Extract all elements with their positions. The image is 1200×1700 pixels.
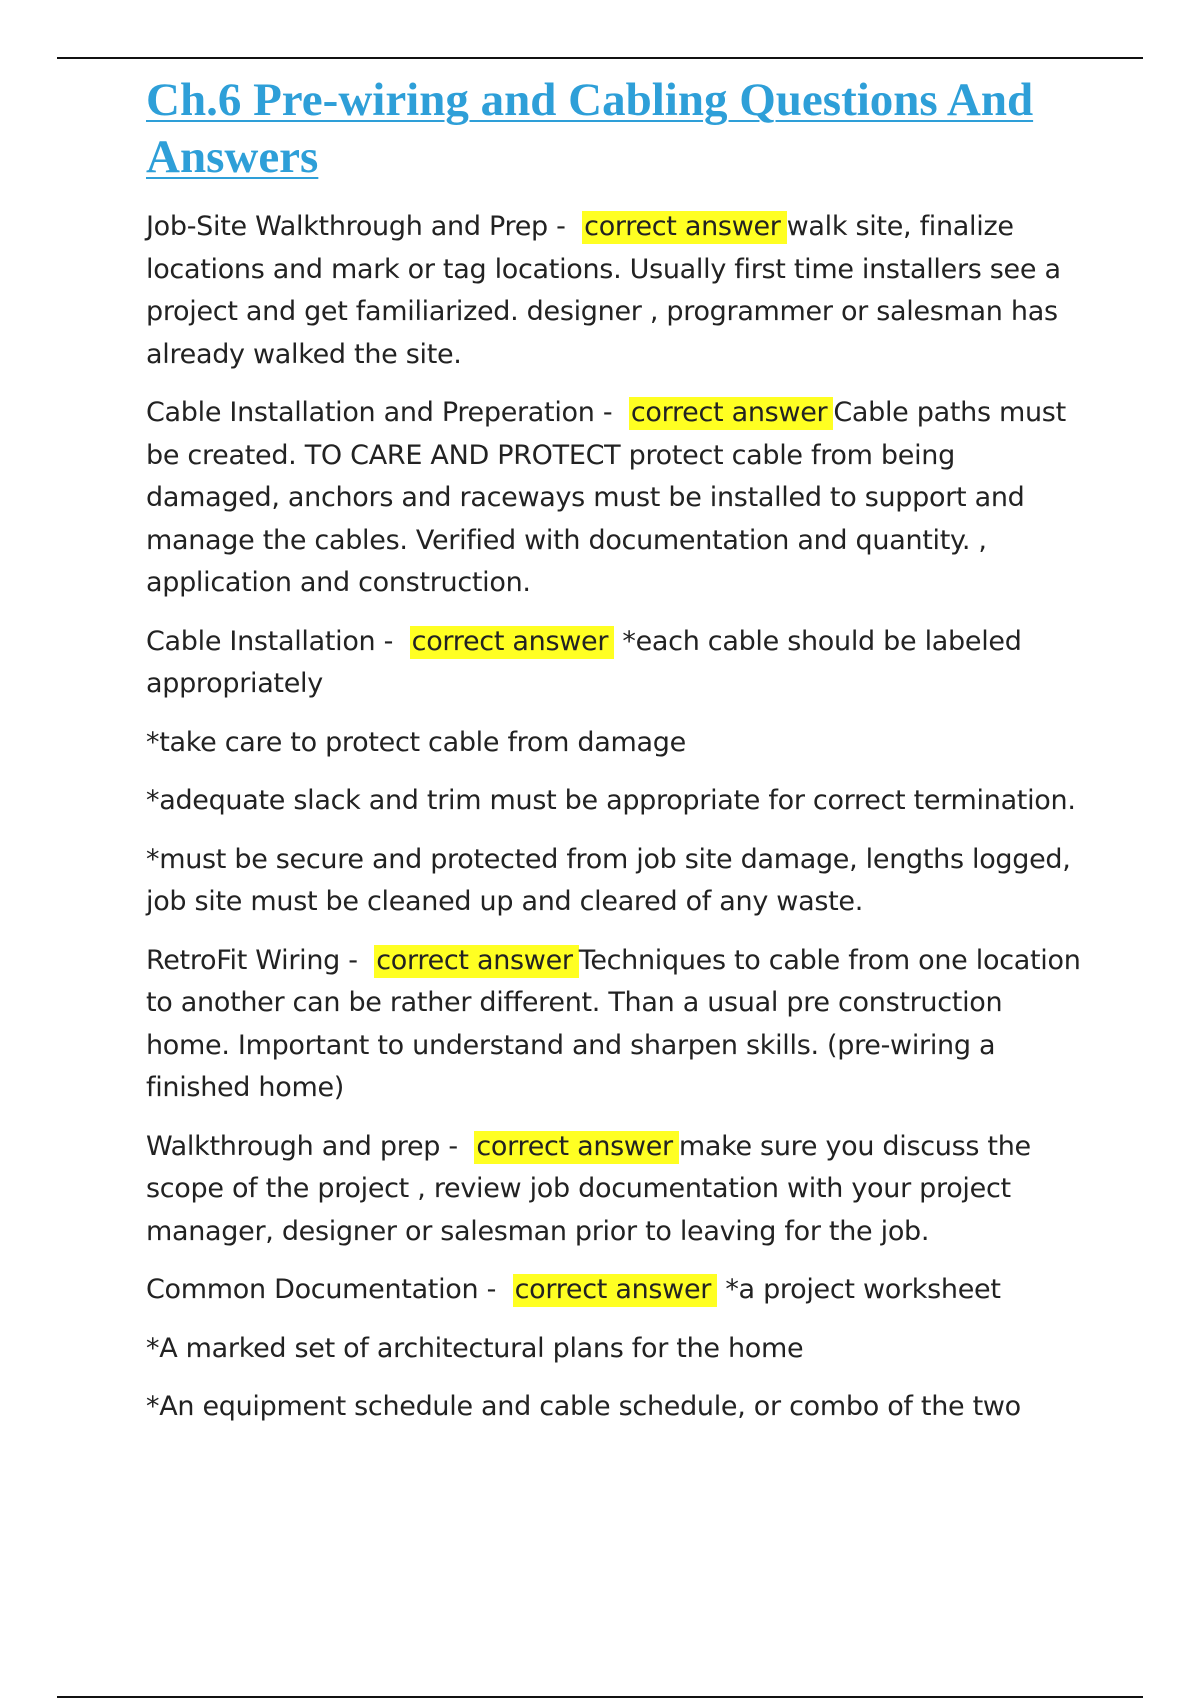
bullet-note: *take care to protect cable from damage [146, 726, 686, 758]
question-term: Common Documentation - [146, 1274, 513, 1305]
qa-entry-common-documentation [146, 1269, 1091, 1312]
question-term: Cable Installation - [146, 625, 410, 657]
document-body [146, 72, 1091, 1445]
answer-text: *each cable should be labeled appropriately [146, 625, 1030, 699]
answer-text: walk site, finalize locations and mark or tag locations. Usually first time installers see a project and get familiarized. designer , programmer or salesman has already walked the site. [146, 211, 1070, 370]
answer-marker-highlight: correct answer [410, 626, 614, 659]
answer-marker-highlight: correct answer [513, 1274, 717, 1307]
answer-text: make sure you discuss the scope of the project , review job documentation with your project manager, designer or salesman prior to leaving for the job. [146, 1130, 1040, 1247]
answer-text: Techniques to cable from one location to another can be rather different. Than a usual pre construction home. Important to understand and sharpen skills. (pre-wiring a finished home) [146, 944, 1089, 1103]
qa-entry-job-site-walkthrough [146, 206, 1091, 376]
answer-marker-highlight: correct answer [374, 945, 578, 978]
bullet-note: *must be secure and protected from job site damage, lengths logged, job site must be cleaned up and cleared of any waste. [146, 843, 1079, 917]
answer-text: *a project worksheet [717, 1274, 1001, 1305]
answer-marker-highlight: correct answer [582, 211, 786, 244]
answer-text: Cable paths must be created. TO CARE AND PROTECT protect cable from being damaged, anchors and raceways must be installed to support and manage the cables. Verified with documentation and quantity. , application and construction. [146, 397, 1075, 598]
bullet-note: *A marked set of architectural plans for the home [146, 1332, 804, 1364]
qa-entry-cable-installation-preparation [146, 392, 1091, 605]
qa-entry-walkthrough-prep [146, 1126, 1091, 1254]
question-term: Walkthrough and prep - [146, 1130, 475, 1162]
question-term: Cable Installation and Preperation - [146, 397, 629, 428]
question-term: RetroFit Wiring - [146, 944, 375, 976]
document-title: Ch.6 Pre-wiring and Cabling Questions And Answers [146, 74, 1034, 183]
bullet-note: *adequate slack and trim must be appropriate for correct termination. [146, 785, 1076, 816]
question-term: Job-Site Walkthrough and Prep - [146, 211, 583, 242]
bullet-note: *An equipment schedule and cable schedule, or combo of the two [146, 1391, 1021, 1422]
top-rule [57, 57, 1143, 59]
qa-entry-retrofit-wiring [146, 940, 1091, 1110]
answer-marker-highlight: correct answer [629, 397, 833, 430]
qa-entry-cable-installation [146, 621, 1091, 706]
bottom-rule [57, 1696, 1143, 1698]
answer-marker-highlight: correct answer [474, 1131, 678, 1164]
